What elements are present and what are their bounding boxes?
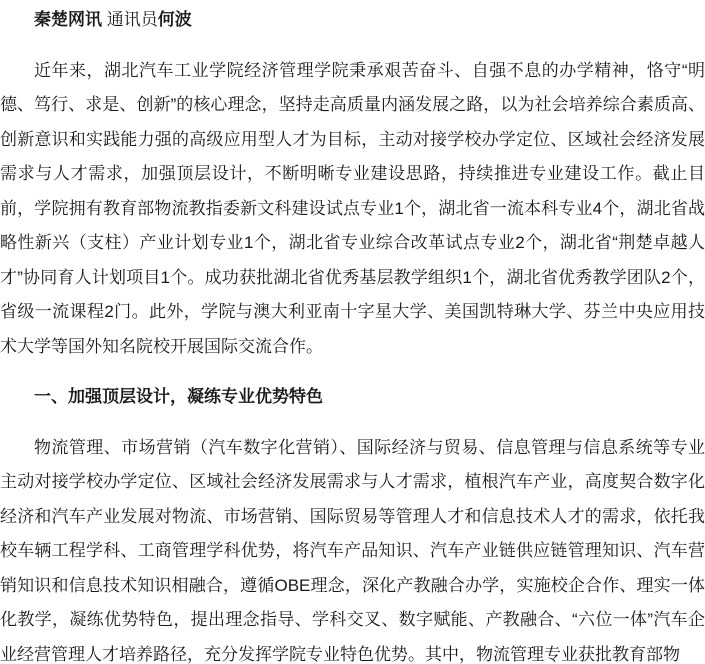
byline bbox=[0, 3, 705, 38]
byline-reporter-label: 通讯员 bbox=[102, 10, 158, 29]
paragraph-section-1: 物流管理、市场营销（汽车数字化营销）、国际经济与贸易、信息管理与信息系统等专业主动对接学校办学定位、区域社会经济发展需求与人才需求，植根汽车产业，高度契合数字化经济和汽车产业发展对物流、市场营销、国际贸易等管理人才和信息技术人才的需求，依托我校车辆工程学科、工商管理学科优势，将汽车产品知识、汽车产业链供应链管理知识、汽车营销知识和信息技术知识相融合，遵循OBE理念，深化产教融合办学，实施校企合作、理实一体化教学，凝练优势特色，提出理念指导、学科交叉、数字赋能、产教融合、“六位一体”汽车企业经营管理人才培养路径，充分发挥学院专业特色优势。其中，物流管理专业获批教育部物 bbox=[0, 437, 705, 664]
paragraph-intro: 近年来，湖北汽车工业学院经济管理学院秉承艰苦奋斗、自强不息的办学精神，恪守“明德、笃行、求是、创新”的核心理念，坚持走高质量内涵发展之路，以为社会培养综合素质高、创新意识和实践能力强的高级应用型人才为目标，主动对接学校办学定位、区域社会经济发展需求与人才需求，加强顶层设计，不断明晰专业建设思路，持续推进专业建设工作。截止目前，学院拥有教育部物流教指委新文科建设试点专业1个，湖北省一流本科专业4个，湖北省战略性新兴（支柱）产业计划专业1个，湖北省专业综合改革试点专业2个，湖北省“荆楚卓越人才”协同育人计划项目1个。成功获批湖北省优秀基层教学组织1个，湖北省优秀教学团队2个，省级一流课程2门。此外，学院与澳大利亚南十字星大学、美国凯特琳大学、芬兰中央应用技术大学等国外知名院校开展国际交流合作。 bbox=[0, 60, 705, 356]
section-heading-1: 一、加强顶层设计，凝练专业优势特色 bbox=[34, 387, 323, 406]
byline-reporter-name: 何波 bbox=[157, 10, 192, 29]
byline-source: 秦楚网讯 bbox=[34, 10, 102, 29]
